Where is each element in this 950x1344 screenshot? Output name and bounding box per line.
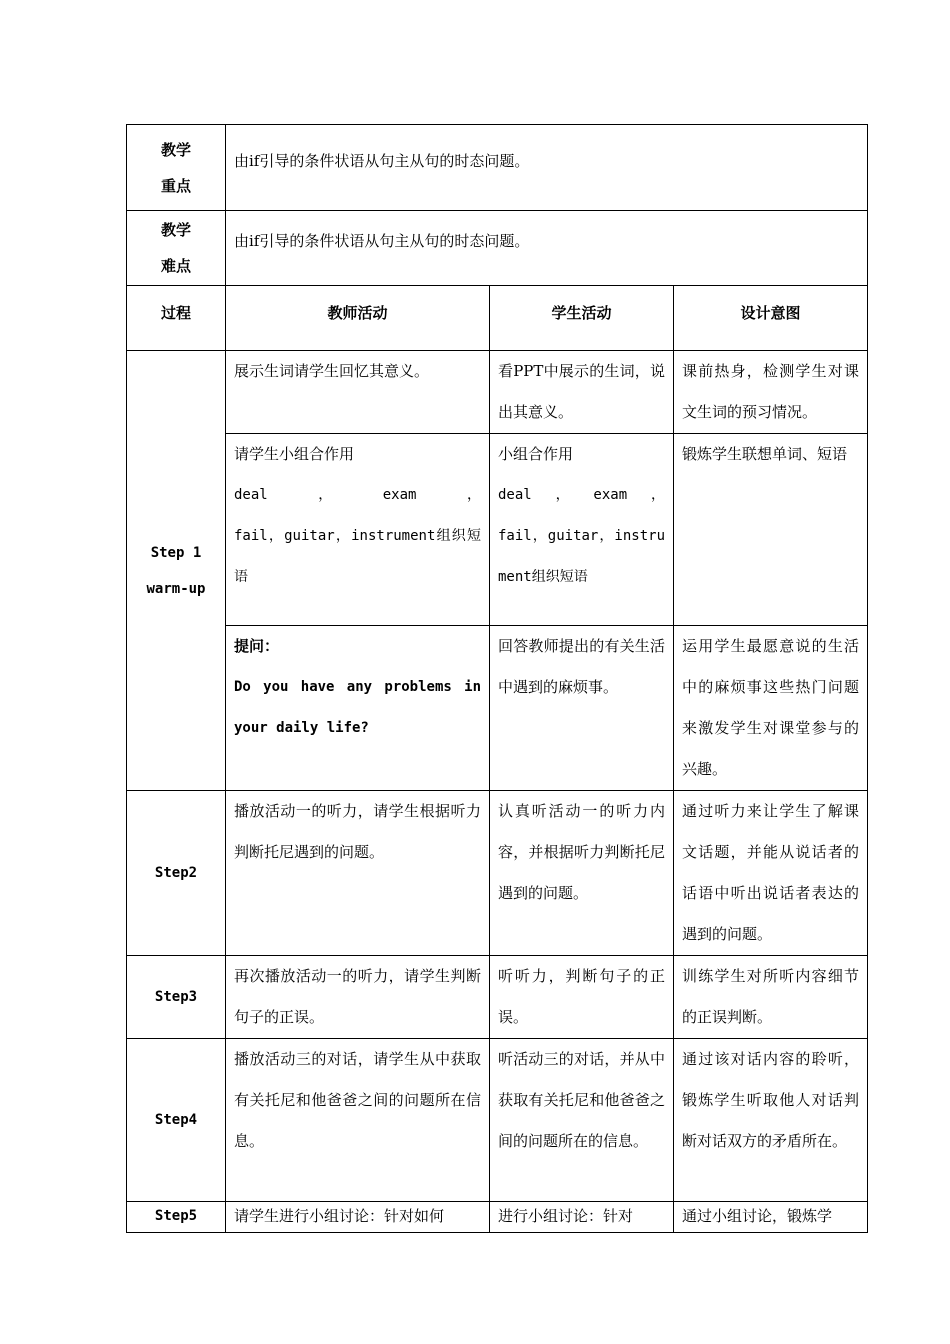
step1-row-2 [127, 434, 868, 626]
step2-design: 通过听力来让学生了解课文话题，并能从说话者的话语中听出说话者表达的遇到的问题。 [674, 791, 868, 956]
step3-student: 听听力，判断句子的正误。 [490, 956, 674, 1039]
header-design: 设计意图 [674, 286, 868, 351]
student-word-list: deal ， exam ， [498, 487, 665, 503]
step1-teacher-1: 展示生词请学生回忆其意义。 [226, 351, 490, 434]
focus-label: 教学 重点 [127, 125, 226, 211]
step4-student: 听活动三的对话，并从中获取有关托尼和他爸爸之间的问题所在的信息。 [490, 1039, 674, 1202]
header-student: 学生活动 [490, 286, 674, 351]
header-process: 过程 [127, 286, 226, 351]
header-teacher: 教师活动 [226, 286, 490, 351]
step1-student-1: 看PPT中展示的生词，说出其意义。 [490, 351, 674, 434]
step2-row [127, 791, 868, 956]
step3-design: 训练学生对所听内容细节的正误判断。 [674, 956, 868, 1039]
header-row [127, 286, 868, 351]
difficulty-row [127, 211, 868, 286]
step5-design: 通过小组讨论，锻炼学 [674, 1202, 868, 1233]
step1-student-2: 小组合作用 deal ， exam ， fail，guitar，instrument组织短语 [490, 434, 674, 626]
lesson-plan-table [126, 124, 868, 1233]
focus-row [127, 125, 868, 211]
step4-design: 通过该对话内容的聆听，锻炼学生听取他人对话判断对话双方的矛盾所在。 [674, 1039, 868, 1202]
step1-design-1: 课前热身，检测学生对课文生词的预习情况。 [674, 351, 868, 434]
step2-teacher: 播放活动一的听力，请学生根据听力判断托尼遇到的问题。 [226, 791, 490, 956]
step3-row [127, 956, 868, 1039]
teacher-word-list: deal ， exam ， [234, 487, 481, 503]
step5-label: Step5 [127, 1202, 226, 1233]
step1-design-2: 锻炼学生联想单词、短语 [674, 434, 868, 626]
focus-text: 由if引导的条件状语从句主从句的时态问题。 [226, 125, 868, 211]
step1-student-3: 回答教师提出的有关生活中遇到的麻烦事。 [490, 626, 674, 791]
step1-teacher-2: 请学生小组合作用 deal ， exam ， fail，guitar，instrument组织短语 [226, 434, 490, 626]
step5-row [127, 1202, 868, 1233]
step3-teacher: 再次播放活动一的听力，请学生判断句子的正误。 [226, 956, 490, 1039]
step4-label: Step4 [127, 1039, 226, 1202]
step2-student: 认真听活动一的听力内容，并根据听力判断托尼遇到的问题。 [490, 791, 674, 956]
difficulty-text: 由if引导的条件状语从句主从句的时态问题。 [226, 211, 868, 286]
step1-row-1 [127, 351, 868, 434]
step2-label: Step2 [127, 791, 226, 956]
step1-row-3 [127, 626, 868, 791]
step1-teacher-3: 提问： Do you have any problems in your daily life? [226, 626, 490, 791]
step1-label: Step 1 warm-up [127, 351, 226, 791]
step5-teacher: 请学生进行小组讨论：针对如何 [226, 1202, 490, 1233]
step1-design-3: 运用学生最愿意说的生活中的麻烦事这些热门问题来激发学生对课堂参与的兴趣。 [674, 626, 868, 791]
step4-row [127, 1039, 868, 1202]
step5-student: 进行小组讨论：针对 [490, 1202, 674, 1233]
step4-teacher: 播放活动三的对话，请学生从中获取有关托尼和他爸爸之间的问题所在信息。 [226, 1039, 490, 1202]
step3-label: Step3 [127, 956, 226, 1039]
difficulty-label: 教学 难点 [127, 211, 226, 286]
